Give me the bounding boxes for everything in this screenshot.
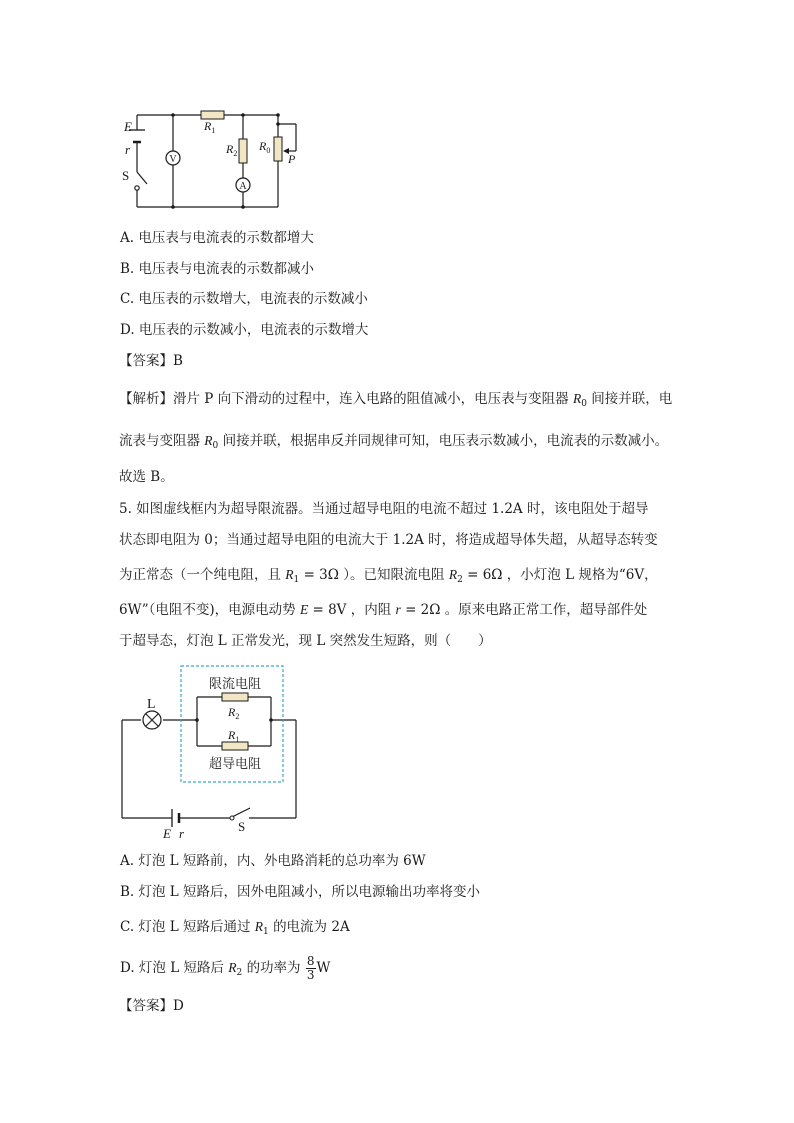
- q4-analysis-line2: 流表与变阻器 $R_0$ 间接并联，根据串反并同规律可知，电压表示数减小，电流表的示数减小。: [119, 433, 669, 451]
- limiting-resistor-label: 限流电阻: [208, 677, 262, 692]
- q5-stem-line4: 6W”（电阻不变)，电源电动势 E = 8V ，内阻 r = 2Ω 。原来电路正常工作，超导部件处: [119, 602, 648, 618]
- r0-label: $R_0$: [259, 139, 271, 155]
- q4-conclusion: 故选 B。: [119, 469, 174, 485]
- q4-answer: 【答案】B: [119, 353, 183, 369]
- switch-contact: [230, 816, 234, 820]
- lamp-label: L: [147, 697, 156, 712]
- emf-label-2: E: [163, 826, 171, 841]
- q4-option-b: B. 电压表与电流表的示数都减小: [120, 261, 315, 277]
- r1-label-2: $R_1$: [228, 728, 240, 744]
- emf-label: E: [124, 119, 132, 134]
- q4-option-d: D. 电压表的示数减小，电流表的示数增大: [120, 322, 369, 338]
- q5-stem-line2: 状态即电阻为 0；当通过超导电阻的电流大于 1.2A 时，将造成超导体失超，从超导态转变: [119, 532, 658, 548]
- q5-stem-line5: 于超导态，灯泡 L 正常发光，现 L 突然发生短路，则（ ）: [119, 633, 492, 649]
- superconducting-resistor-label: 超导电阻: [208, 757, 262, 772]
- q5-stem-line1: 5. 如图虚线框内为超导限流器。当通过超导电阻的电流不超过 1.2A 时，该电阻处于超导: [119, 501, 649, 517]
- switch-label-2: S: [238, 819, 246, 834]
- battery-symbol-2: [172, 809, 179, 827]
- switch-label: S: [122, 168, 130, 183]
- voltmeter-label: V: [169, 154, 177, 165]
- internal-resistance-label-2: r: [179, 826, 185, 841]
- q5-answer: 【答案】D: [119, 998, 184, 1014]
- q4-analysis-line1: 【解析】滑片 P 向下滑动的过程中，连入电路的阻值减小，电压表与变阻器 $R_0$ 间接并联，电: [119, 391, 673, 409]
- fraction-8-3: $\frac{8}{3}$: [306, 954, 315, 982]
- q4-option-a: A. 电压表与电流表的示数都增大: [120, 230, 314, 246]
- q5-option-b: B. 灯泡 L 短路后，因外电阻减小，所以电源输出功率将变小: [120, 884, 481, 900]
- r2-label-2: $R_2$: [228, 705, 240, 721]
- resistor-r2-limiting: [222, 693, 248, 701]
- q5-stem-line3: 为正常态（一个纯电阻，且 $R_1 = 3\Omega$ ）。已知限流电阻 $R_2 = 6\Omega$ ，小灯泡 L 规格为“6V，: [119, 567, 658, 585]
- slider-p-label: P: [288, 152, 296, 166]
- q5-option-a: A. 灯泡 L 短路前，内、外电路消耗的总功率为 6W: [120, 853, 426, 869]
- q5-option-d: D. 灯泡 L 短路后 $R_2$ 的功率为 $\frac{8}{3}$ W: [120, 954, 331, 982]
- q4-option-c: C. 电压表的示数增大，电流表的示数减小: [120, 291, 368, 307]
- internal-resistance-label: r: [125, 142, 131, 157]
- r1-label: $R_1$: [204, 119, 216, 135]
- r2-label: $R_2$: [226, 142, 238, 158]
- lamp-symbol: [143, 711, 161, 729]
- q5-option-c: C. 灯泡 L 短路后通过 $R_1$ 的电流为 2A: [120, 919, 350, 937]
- ammeter-label: A: [239, 181, 247, 192]
